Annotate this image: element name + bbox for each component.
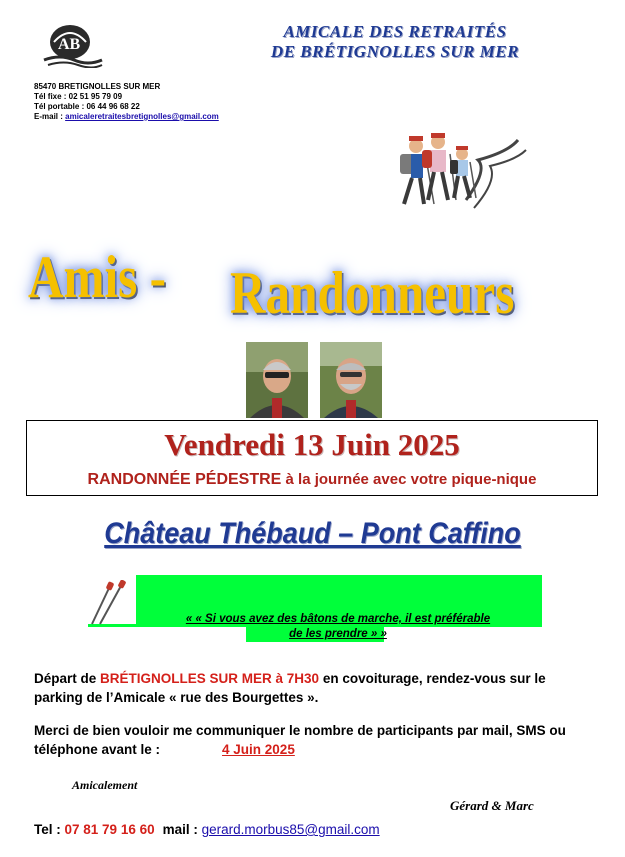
association-title <box>205 22 585 62</box>
svg-text:AB: AB <box>58 36 81 53</box>
departure-paragraph <box>34 669 594 707</box>
closing-greeting: Amicalement <box>72 778 138 792</box>
departure-place-time: BRÉTIGNOLLES SUR MER à 7H30 <box>100 671 320 686</box>
email-line <box>34 112 219 122</box>
signature: Gérard & Marc <box>450 798 534 813</box>
hikers-illustration-icon <box>378 130 528 220</box>
footer-mail-link[interactable]: gerard.morbus85@gmail.com <box>201 822 380 837</box>
event-date-box <box>26 420 598 496</box>
event-type: RANDONNÉE PÉDESTRE <box>87 471 282 488</box>
main-title-part2: Randonneurs <box>230 260 515 326</box>
event-line <box>27 471 597 489</box>
departure-suffix: en covoiturage, rendez-vous sur le parking de l’Amicale « rue des Bourgettes ». <box>34 671 546 705</box>
association-logo-icon <box>40 20 104 68</box>
event-date: Vendredi 13 Juin 2025 <box>164 427 460 462</box>
footer-mail-label: mail : <box>162 822 202 837</box>
note-line1: « « Si vous avez des bâtons de marche, il est préférable <box>185 613 491 625</box>
note-line2: de les prendre » » <box>289 628 387 640</box>
departure-prefix: Départ de <box>34 671 101 686</box>
contact-block <box>34 82 219 122</box>
event-detail: à la journée avec votre pique-nique <box>281 471 537 488</box>
hiking-poles-note <box>138 612 538 642</box>
address: 85470 BRETIGNOLLES SUR MER <box>34 82 161 91</box>
association-title-line2: DE BRÉTIGNOLLES SUR MER <box>270 42 520 61</box>
footer-phone[interactable]: 07 81 79 16 60 <box>64 822 155 837</box>
event-destination: Château Thébaud – Pont Caffino <box>104 517 521 550</box>
footer-contact <box>34 821 380 839</box>
request-text: Merci de bien vouloir me communiquer le nombre de participants par mail, SMS ou téléphone avant le : <box>34 723 566 757</box>
main-title-part1: Amis - <box>28 244 167 310</box>
photo-guide-2 <box>320 342 382 418</box>
email-label: E-mail : <box>34 112 66 121</box>
request-paragraph <box>34 721 594 759</box>
phone-portable: Tél portable : 06 44 96 68 22 <box>34 102 140 111</box>
phone-fixe: Tél fixe : 02 51 95 79 09 <box>34 92 123 101</box>
hiking-poles-icon <box>88 580 134 626</box>
association-title-line1: AMICALE DES RETRAITÉS <box>283 22 507 41</box>
deadline-date: 4 Juin 2025 <box>222 742 295 757</box>
footer-tel-label: Tel : <box>34 822 65 837</box>
main-title <box>20 232 620 326</box>
email-link[interactable]: amicaleretraitesbretignolles@gmail.com <box>65 112 219 121</box>
photo-guide-1 <box>246 342 308 418</box>
